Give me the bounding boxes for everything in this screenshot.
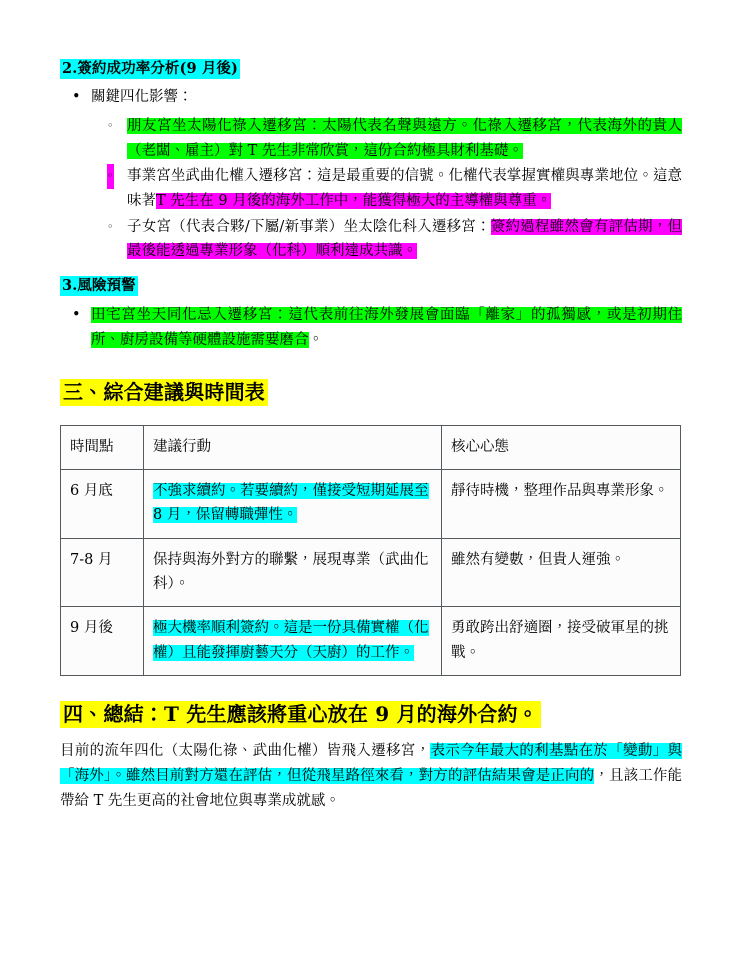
table-cell-action-run: 保持與海外對方的聯繫，展現專業（武曲化科）。 xyxy=(153,551,429,593)
section-3-item-1-run-1: 田宅宮坐天同化忌入遷移宮：這代表前往海外發展會面臨「離家」的孤獨感，或是初期住所、廚房設備等硬體設施需要磨合 xyxy=(91,307,682,349)
table-cell-mindset xyxy=(442,470,681,539)
table-header-action-label: 建議行動 xyxy=(153,438,211,455)
table-cell-action-run: 極大機率順利簽約。這是一份具備實權（化權）且能發揮廚藝天分（天廚）的工作。 xyxy=(153,620,429,661)
section-2-heading-text: 2.簽約成功率分析(9 月後) xyxy=(62,60,238,77)
table-cell-time xyxy=(61,607,144,676)
table-cell-mindset xyxy=(442,538,681,607)
section-2-lead-bullet xyxy=(60,86,682,110)
section-2-item-2 xyxy=(60,164,682,213)
section-2-item-1-run-1: 朋友宮坐太陽化祿入遷移宮：太陽代表名聲與遠方。化祿入遷移宮，代表海外的貴人（老闆、雇主）對 T 先生非常欣賞，這份合約極具財利基礎。 xyxy=(127,118,682,159)
bullet-disc-icon: • xyxy=(72,89,81,106)
table-row xyxy=(61,538,681,607)
table-header-time xyxy=(61,425,144,469)
table-cell-time-value: 7-8 月 xyxy=(70,551,113,568)
table-cell-mindset-run: 勇敢跨出舒適圈，接受破軍星的挑戰。 xyxy=(451,620,669,661)
bullet-circle-icon: ◦ xyxy=(107,219,114,233)
bullet-circle-icon: ◦ xyxy=(107,164,114,189)
section-four-paragraph xyxy=(60,739,682,814)
bullet-disc-icon: • xyxy=(72,307,81,324)
section-2-item-1 xyxy=(60,114,682,163)
table-cell-mindset-run: 靜待時機，整理作品與專業形象。 xyxy=(451,483,669,500)
table-row xyxy=(61,470,681,539)
table-cell-time-value: 9 月後 xyxy=(70,620,113,637)
section-four-heading xyxy=(60,700,682,729)
table-cell-action xyxy=(144,470,442,539)
table-header-time-label: 時間點 xyxy=(70,438,114,455)
table-row xyxy=(61,607,681,676)
section-3-item-1-run-2: 。 xyxy=(308,332,323,349)
section-four-run-1: 目前的流年四化（太陽化祿、武曲化權）皆飛入遷移宮， xyxy=(60,743,431,760)
section-2-item-3-run-2: 簽約過程雖然會有評估期，但最後能透過專業形象（化科）順利達成共識。 xyxy=(127,218,682,260)
section-3-heading-text: 3.風險預警 xyxy=(62,276,136,294)
table-cell-action-run: 不強求續約。若要續約，僅接受短期延展至 8 月，保留轉職彈性。 xyxy=(153,483,429,524)
table-cell-mindset xyxy=(442,607,681,676)
bullet-circle-icon: ◦ xyxy=(107,119,114,133)
table-cell-mindset-run: 雖然有變數，但貴人運強。 xyxy=(451,551,625,568)
table-cell-action xyxy=(144,607,442,676)
section-three-heading xyxy=(60,378,682,407)
section-four-run-2: 表示今年最大的利基點在於「變動」與「海外」。雖然目前對方還在評估，但從飛星路徑來看，對方的評估結果會是正向的 xyxy=(60,743,683,785)
table-header-mindset-label: 核心心態 xyxy=(451,438,509,455)
section-four-heading-text: 四、總結：T 先生應該將重心放在 9 月的海外合約。 xyxy=(60,701,541,728)
section-three-heading-text: 三、綜合建議與時間表 xyxy=(60,379,268,406)
table-cell-time xyxy=(61,470,144,539)
table-cell-time-value: 6 月底 xyxy=(70,483,113,500)
section-2-heading xyxy=(60,58,682,80)
table-header-action xyxy=(144,425,442,469)
section-2-lead-text: 關鍵四化影響： xyxy=(91,89,193,106)
section-2-item-2-run-2: T 先生在 9 月後的海外工作中，能獲得極大的主導權與尊重。 xyxy=(156,193,552,210)
section-3-heading xyxy=(60,275,682,297)
section-2-item-2-run-1: 事業宮坐武曲化權入遷移宮：這是最重要的信號。化權代表掌握實權與專業地位。這意味著 xyxy=(127,168,682,210)
section-2-item-3-run-1: 子女宮（代表合夥/下屬/新事業）坐太陰化科入遷移宮： xyxy=(127,218,491,235)
section-four-run-3: ，且該工作能帶給 T 先生更高的社會地位與專業成就感。 xyxy=(60,768,682,810)
table-cell-action xyxy=(144,538,442,607)
section-3-item-1 xyxy=(60,303,682,352)
table-header-mindset xyxy=(442,425,681,469)
section-2-item-3 xyxy=(60,215,682,264)
table-header-row xyxy=(61,425,681,469)
recommendation-table xyxy=(60,425,681,677)
table-cell-time xyxy=(61,538,144,607)
